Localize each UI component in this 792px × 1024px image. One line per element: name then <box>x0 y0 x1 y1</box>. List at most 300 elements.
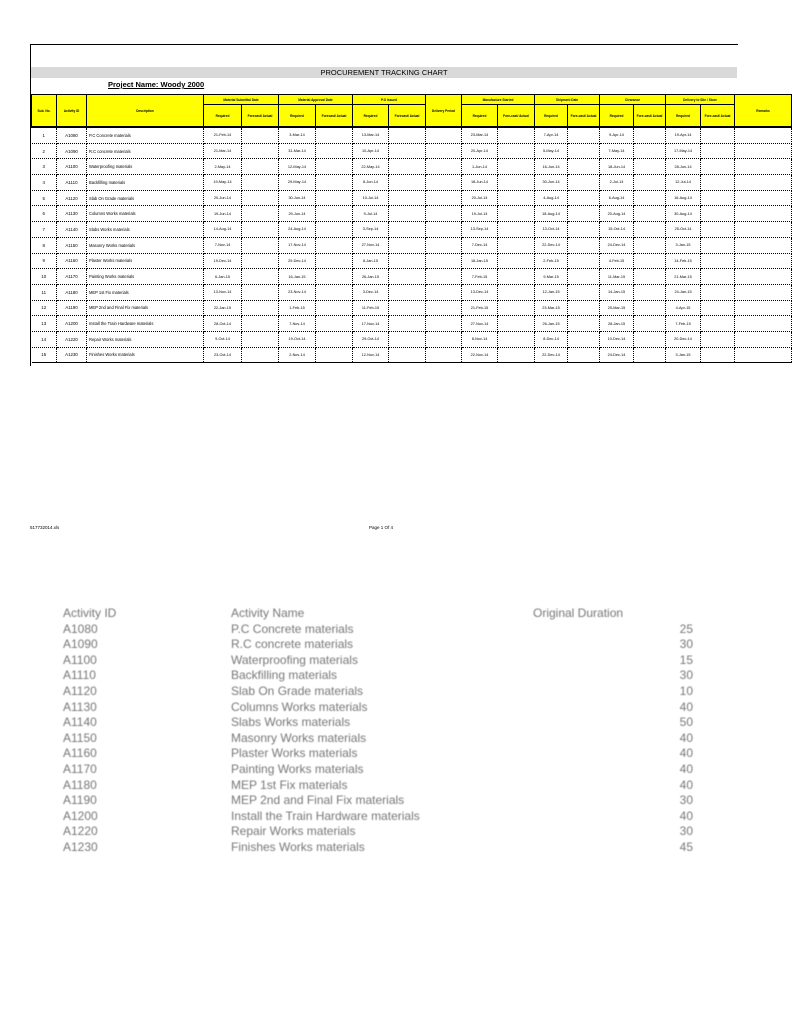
activity-name: MEP 1st Fix materials <box>231 777 348 792</box>
col-po-issued: P.O Issued <box>353 95 426 105</box>
activity-id: A1120 <box>63 683 97 698</box>
po-required-cell: 11-Feb-15 <box>353 300 389 316</box>
delivery-required-cell: 3-Jan-15 <box>666 347 701 363</box>
activity-name: Waterproofing materials <box>231 652 358 667</box>
col-manufacture-started: Manufacture Started <box>462 95 535 105</box>
original-duration: 15 <box>679 652 693 667</box>
po-required-cell: 27-Nov-14 <box>353 237 389 253</box>
po-required-cell: 3-Dec-14 <box>353 284 389 300</box>
description-cell: Slabs Works materials <box>87 222 204 238</box>
col-delivery-to-site: Delivery to Site / Store <box>666 95 735 105</box>
list-item <box>63 715 703 731</box>
approval-required-cell: 29-Dec-14 <box>279 253 316 269</box>
submittal-forecast-cell <box>242 127 279 143</box>
approval-forecast-cell <box>316 175 353 191</box>
description-cell: P.C Concrete materials <box>87 127 204 143</box>
clearance-required-cell: 14-Jan-15 <box>600 284 634 300</box>
manufacture-forecast-cell <box>498 269 535 285</box>
sub-header-forecast: Forecast/ Actual <box>389 105 426 128</box>
approval-required-cell: 19-Oct-14 <box>279 331 316 347</box>
submittal-forecast-cell <box>242 284 279 300</box>
clearance-forecast-cell <box>634 159 666 175</box>
delivery-forecast-cell <box>701 269 735 285</box>
description-cell: R.C concrete materials <box>87 143 204 159</box>
delivery-forecast-cell <box>701 316 735 332</box>
po-forecast-cell <box>389 269 426 285</box>
clearance-required-cell: 7-May-14 <box>600 143 634 159</box>
shipment-required-cell: 2-Feb-15 <box>535 253 568 269</box>
activity-name: Install the Train Hardware materials <box>231 808 420 823</box>
delivery-period-cell <box>426 127 462 143</box>
activity-id: A1150 <box>63 730 97 745</box>
delivery-period-cell <box>426 284 462 300</box>
submittal-forecast-cell <box>242 237 279 253</box>
shipment-forecast-cell <box>568 206 600 222</box>
shipment-forecast-cell <box>568 284 600 300</box>
delivery-period-cell <box>426 206 462 222</box>
sub-no-cell: 14 <box>32 331 57 347</box>
clearance-forecast-cell <box>634 143 666 159</box>
delivery-required-cell: 16-Aug-14 <box>666 190 701 206</box>
delivery-required-cell: 17-May-14 <box>666 143 701 159</box>
clearance-required-cell: 15-Oct-14 <box>600 222 634 238</box>
delivery-required-cell: 7-Feb-15 <box>666 316 701 332</box>
col-shipment-date: Shipment Date <box>535 95 600 105</box>
list-item <box>63 622 703 638</box>
list-item <box>63 824 703 840</box>
shipment-forecast-cell <box>568 237 600 253</box>
remarks-cell <box>735 175 792 191</box>
po-required-cell: 9-Jul-14 <box>353 206 389 222</box>
table-row <box>32 331 792 347</box>
delivery-required-cell: 4-Apr-15 <box>666 300 701 316</box>
activity-id: A1170 <box>63 761 97 776</box>
approval-required-cell: 31-Mar-14 <box>279 143 316 159</box>
shipment-required-cell: 4-Aug-14 <box>535 190 568 206</box>
table-row <box>32 143 792 159</box>
sub-header-forecast: Forecast/ Actual <box>242 105 279 128</box>
submittal-required-cell: 6-Jan-15 <box>204 269 242 285</box>
original-duration: 45 <box>679 839 693 854</box>
description-cell: Backfilling materials <box>87 175 204 191</box>
clearance-forecast-cell <box>634 253 666 269</box>
submittal-required-cell: 19-May-14 <box>204 175 242 191</box>
shipment-required-cell: 22-Dec-14 <box>535 347 568 363</box>
shipment-forecast-cell <box>568 143 600 159</box>
manufacture-forecast-cell <box>498 237 535 253</box>
delivery-period-cell <box>426 222 462 238</box>
sub-header-required: Required <box>353 105 389 128</box>
activity-id: A1100 <box>63 652 97 667</box>
list-item <box>63 793 703 809</box>
po-forecast-cell <box>389 175 426 191</box>
activity-name: Slabs Works materials <box>231 715 351 730</box>
activity-id-cell: A1140 <box>57 222 87 238</box>
shipment-forecast-cell <box>568 300 600 316</box>
po-required-cell: 22-May-14 <box>353 159 389 175</box>
approval-required-cell: 30-Jun-14 <box>279 190 316 206</box>
delivery-forecast-cell <box>701 222 735 238</box>
manufacture-required-cell: 1-Jun-14 <box>462 159 498 175</box>
sub-no-cell: 5 <box>32 190 57 206</box>
sub-header-required: Required <box>279 105 316 128</box>
col-activity-id: Activity ID <box>57 95 87 128</box>
submittal-required-cell: 23-Oct-14 <box>204 347 242 363</box>
manufacture-forecast-cell <box>498 127 535 143</box>
sheet-title: PROCUREMENT TRACKING CHART <box>31 67 737 78</box>
approval-required-cell: 24-Aug-14 <box>279 222 316 238</box>
submittal-forecast-cell <box>242 222 279 238</box>
delivery-period-cell <box>426 143 462 159</box>
activity-id-cell: A1130 <box>57 206 87 222</box>
delivery-period-cell <box>426 269 462 285</box>
submittal-required-cell: 19-Dec-14 <box>204 253 242 269</box>
submittal-required-cell: 22-Jan-15 <box>204 300 242 316</box>
remarks-cell <box>735 127 792 143</box>
shipment-forecast-cell <box>568 127 600 143</box>
activity-id-cell: A1080 <box>57 127 87 143</box>
table-row <box>32 347 792 363</box>
activity-name: Backfilling materials <box>231 668 338 683</box>
col-sub-no: Sub. No. <box>32 95 57 128</box>
sub-no-cell: 15 <box>32 347 57 363</box>
clearance-forecast-cell <box>634 316 666 332</box>
list-item <box>63 668 703 684</box>
submittal-required-cell: 7-Nov-14 <box>204 237 242 253</box>
original-duration: 50 <box>679 715 693 730</box>
original-duration: 30 <box>679 793 693 808</box>
remarks-cell <box>735 316 792 332</box>
activity-id-cell: A1090 <box>57 143 87 159</box>
delivery-period-cell <box>426 237 462 253</box>
table-row <box>32 175 792 191</box>
sheet-top-border <box>30 44 738 45</box>
remarks-cell <box>735 143 792 159</box>
clearance-required-cell: 25-Mar-15 <box>600 300 634 316</box>
list-item <box>63 637 703 653</box>
activity-id: A1190 <box>63 793 97 808</box>
activity-name: Columns Works materials <box>231 699 368 714</box>
activity-name: Masonry Works materials <box>231 730 367 745</box>
clearance-forecast-cell <box>634 284 666 300</box>
table-row <box>32 316 792 332</box>
po-forecast-cell <box>389 206 426 222</box>
shipment-required-cell: 5-May-14 <box>535 143 568 159</box>
po-forecast-cell <box>389 300 426 316</box>
col-remarks: Remarks <box>735 95 792 128</box>
manufacture-forecast-cell <box>498 143 535 159</box>
table-row <box>32 206 792 222</box>
description-cell: Painting Works materials <box>87 269 204 285</box>
po-required-cell: 13-Mar-14 <box>353 127 389 143</box>
activity-id: A1140 <box>63 715 97 730</box>
shipment-required-cell: 23-Mar-15 <box>535 300 568 316</box>
po-forecast-cell <box>389 190 426 206</box>
shipment-required-cell: 7-Apr-14 <box>535 127 568 143</box>
po-forecast-cell <box>389 331 426 347</box>
manufacture-forecast-cell <box>498 206 535 222</box>
po-forecast-cell <box>389 222 426 238</box>
manufacture-required-cell: 22-Nov-14 <box>462 347 498 363</box>
manufacture-required-cell: 7-Dec-14 <box>462 237 498 253</box>
description-cell: Slab On Grade materials <box>87 190 204 206</box>
submittal-forecast-cell <box>242 190 279 206</box>
delivery-forecast-cell <box>701 206 735 222</box>
activity-id: A1080 <box>63 621 98 636</box>
approval-forecast-cell <box>316 253 353 269</box>
shipment-forecast-cell <box>568 331 600 347</box>
original-duration: 40 <box>679 746 693 761</box>
manufacture-forecast-cell <box>498 175 535 191</box>
submittal-forecast-cell <box>242 143 279 159</box>
po-forecast-cell <box>389 253 426 269</box>
po-forecast-cell <box>389 143 426 159</box>
approval-required-cell: 23-Nov-14 <box>279 284 316 300</box>
delivery-forecast-cell <box>701 331 735 347</box>
delivery-required-cell: 30-Aug-14 <box>666 206 701 222</box>
approval-forecast-cell <box>316 127 353 143</box>
delivery-forecast-cell <box>701 253 735 269</box>
list-item <box>63 840 703 856</box>
manufacture-forecast-cell <box>498 190 535 206</box>
sub-header-forecast: Fore-cast/ Actual <box>498 105 535 128</box>
manufacture-forecast-cell <box>498 253 535 269</box>
delivery-forecast-cell <box>701 300 735 316</box>
sub-no-cell: 1 <box>32 127 57 143</box>
delivery-required-cell: 21-Mar-15 <box>666 269 701 285</box>
list-item <box>63 684 703 700</box>
sub-header-required: Required <box>204 105 242 128</box>
po-required-cell: 10-Apr-14 <box>353 143 389 159</box>
activity-name: MEP 2nd and Final Fix materials <box>231 793 405 808</box>
activity-name: P.C Concrete materials <box>231 621 354 636</box>
sub-no-cell: 9 <box>32 253 57 269</box>
sub-no-cell: 7 <box>32 222 57 238</box>
clearance-forecast-cell <box>634 331 666 347</box>
activity-id: A1110 <box>63 668 96 683</box>
submittal-required-cell: 13-Nov-14 <box>204 284 242 300</box>
col-material-submittal: Material Submittal Date <box>204 95 279 105</box>
table-row <box>32 269 792 285</box>
sub-no-cell: 12 <box>32 300 57 316</box>
clearance-required-cell: 24-Dec-14 <box>600 347 634 363</box>
table-row <box>32 284 792 300</box>
sub-no-cell: 6 <box>32 206 57 222</box>
shipment-forecast-cell <box>568 253 600 269</box>
clearance-forecast-cell <box>634 300 666 316</box>
approval-required-cell: 29-Jun-14 <box>279 206 316 222</box>
delivery-period-cell <box>426 159 462 175</box>
delivery-forecast-cell <box>701 175 735 191</box>
project-name: Project Name: Woody 2000 <box>108 80 205 89</box>
list-item <box>63 778 703 794</box>
original-duration: 25 <box>679 621 693 636</box>
clearance-required-cell: 24-Dec-14 <box>600 237 634 253</box>
shipment-required-cell: 22-Dec-14 <box>535 237 568 253</box>
activity-id-cell: A1110 <box>57 175 87 191</box>
remarks-cell <box>735 222 792 238</box>
list-item <box>63 809 703 825</box>
approval-forecast-cell <box>316 222 353 238</box>
activity-id: A1200 <box>63 808 98 823</box>
delivery-period-cell <box>426 331 462 347</box>
sub-no-cell: 8 <box>32 237 57 253</box>
submittal-forecast-cell <box>242 206 279 222</box>
remarks-cell <box>735 331 792 347</box>
sub-header-forecast: Fore-cast/ Actual <box>634 105 666 128</box>
activity-id-cell: A1190 <box>57 300 87 316</box>
approval-forecast-cell <box>316 331 353 347</box>
clearance-required-cell: 4-Feb-15 <box>600 253 634 269</box>
delivery-period-cell <box>426 253 462 269</box>
description-cell: Waterproofing materials <box>87 159 204 175</box>
approval-forecast-cell <box>316 143 353 159</box>
approval-required-cell: 17-Nov-14 <box>279 237 316 253</box>
sub-no-cell: 2 <box>32 143 57 159</box>
manufacture-required-cell: 8-Nov-14 <box>462 331 498 347</box>
delivery-period-cell <box>426 190 462 206</box>
activity-id: A1180 <box>63 777 97 792</box>
submittal-forecast-cell <box>242 300 279 316</box>
table-header-row-1 <box>32 95 792 105</box>
description-cell: Install the Train Hardware materials <box>87 316 204 332</box>
po-required-cell: 8-Jun-14 <box>353 175 389 191</box>
submittal-forecast-cell <box>242 159 279 175</box>
table-row <box>32 237 792 253</box>
activity-id-header: Activity ID <box>63 606 117 620</box>
shipment-required-cell: 18-Aug-14 <box>535 206 568 222</box>
sub-no-cell: 4 <box>32 175 57 191</box>
submittal-required-cell: 2-May-14 <box>204 159 242 175</box>
clearance-required-cell: 9-Apr-14 <box>600 127 634 143</box>
list-item <box>63 746 703 762</box>
description-cell: Finishes Works materials <box>87 347 204 363</box>
manufacture-forecast-cell <box>498 331 535 347</box>
delivery-forecast-cell <box>701 237 735 253</box>
sub-header-required: Required <box>535 105 568 128</box>
activity-id: A1160 <box>63 746 97 761</box>
submittal-required-cell: 21-Feb-14 <box>204 127 242 143</box>
description-cell: Columns Works materials <box>87 206 204 222</box>
approval-forecast-cell <box>316 159 353 175</box>
sub-header-forecast: Fore-cast/ Actual <box>701 105 735 128</box>
sub-header-required: Required <box>462 105 498 128</box>
manufacture-required-cell: 20-Apr-14 <box>462 143 498 159</box>
sub-header-forecast: Fore-cast/ Actual <box>568 105 600 128</box>
approval-forecast-cell <box>316 206 353 222</box>
delivery-required-cell: 24-Jan-15 <box>666 284 701 300</box>
clearance-forecast-cell <box>634 206 666 222</box>
po-required-cell: 29-Oct-14 <box>353 331 389 347</box>
submittal-forecast-cell <box>242 269 279 285</box>
delivery-period-cell <box>426 347 462 363</box>
activity-id: A1220 <box>63 824 98 839</box>
manufacture-forecast-cell <box>498 300 535 316</box>
po-required-cell: 8-Jan-15 <box>353 253 389 269</box>
submittal-required-cell: 19-Jun-14 <box>204 206 242 222</box>
manufacture-forecast-cell <box>498 159 535 175</box>
clearance-required-cell: 11-Mar-15 <box>600 269 634 285</box>
po-required-cell: 12-Nov-14 <box>353 347 389 363</box>
original-duration: 30 <box>679 824 693 839</box>
shipment-required-cell: 9-Mar-15 <box>535 269 568 285</box>
footer-page-number: Page 1 Of 4 <box>369 525 394 530</box>
submittal-forecast-cell <box>242 175 279 191</box>
delivery-required-cell: 3-Jan-15 <box>666 237 701 253</box>
sub-no-cell: 10 <box>32 269 57 285</box>
submittal-required-cell: 28-Oct-14 <box>204 316 242 332</box>
po-forecast-cell <box>389 159 426 175</box>
delivery-period-cell <box>426 175 462 191</box>
activity-name-header: Activity Name <box>231 606 305 620</box>
delivery-forecast-cell <box>701 284 735 300</box>
activity-id-cell: A1100 <box>57 159 87 175</box>
description-cell: MEP 1st Fix materials <box>87 284 204 300</box>
delivery-forecast-cell <box>701 143 735 159</box>
activity-id-cell: A1220 <box>57 331 87 347</box>
manufacture-required-cell: 13-Sep-14 <box>462 222 498 238</box>
manufacture-required-cell: 18-Jan-15 <box>462 253 498 269</box>
delivery-required-cell: 20-Dec-14 <box>666 331 701 347</box>
original-duration: 40 <box>679 699 693 714</box>
manufacture-required-cell: 18-Jun-14 <box>462 175 498 191</box>
approval-required-cell: 7-Nov-14 <box>279 316 316 332</box>
shipment-required-cell: 26-Jan-15 <box>535 316 568 332</box>
po-forecast-cell <box>389 127 426 143</box>
col-clearance: Clearance <box>600 95 666 105</box>
po-required-cell: 17-Nov-14 <box>353 316 389 332</box>
procurement-table-body <box>32 127 792 363</box>
table-row <box>32 222 792 238</box>
manufacture-required-cell: 7-Feb-15 <box>462 269 498 285</box>
sub-header-required: Required <box>666 105 701 128</box>
clearance-required-cell: 6-Aug-14 <box>600 190 634 206</box>
col-description: Description <box>87 95 204 128</box>
manufacture-required-cell: 19-Jul-14 <box>462 206 498 222</box>
manufacture-required-cell: 23-Mar-14 <box>462 127 498 143</box>
sub-no-cell: 3 <box>32 159 57 175</box>
clearance-required-cell: 28-Jan-15 <box>600 316 634 332</box>
original-duration: 40 <box>679 808 693 823</box>
original-duration: 40 <box>679 777 693 792</box>
submittal-forecast-cell <box>242 347 279 363</box>
sub-header-required: Required <box>600 105 634 128</box>
activity-id-cell: A1120 <box>57 190 87 206</box>
shipment-forecast-cell <box>568 175 600 191</box>
manufacture-required-cell: 27-Nov-14 <box>462 316 498 332</box>
activity-name: R.C concrete materials <box>231 637 354 652</box>
delivery-period-cell <box>426 300 462 316</box>
sub-header-forecast: Forecast/ Actual <box>316 105 353 128</box>
activity-id: A1130 <box>63 699 97 714</box>
original-duration: 10 <box>679 683 693 698</box>
delivery-required-cell: 25-Oct-14 <box>666 222 701 238</box>
activity-id-cell: A1180 <box>57 284 87 300</box>
activity-list <box>63 606 703 856</box>
activity-name: Slab On Grade materials <box>231 683 364 698</box>
shipment-forecast-cell <box>568 347 600 363</box>
shipment-forecast-cell <box>568 316 600 332</box>
approval-forecast-cell <box>316 237 353 253</box>
delivery-required-cell: 12-Jul-14 <box>666 175 701 191</box>
approval-required-cell: 1-Feb-15 <box>279 300 316 316</box>
manufacture-forecast-cell <box>498 284 535 300</box>
remarks-cell <box>735 237 792 253</box>
po-forecast-cell <box>389 347 426 363</box>
activity-id-cell: A1170 <box>57 269 87 285</box>
po-required-cell: 26-Jan-15 <box>353 269 389 285</box>
manufacture-forecast-cell <box>498 347 535 363</box>
